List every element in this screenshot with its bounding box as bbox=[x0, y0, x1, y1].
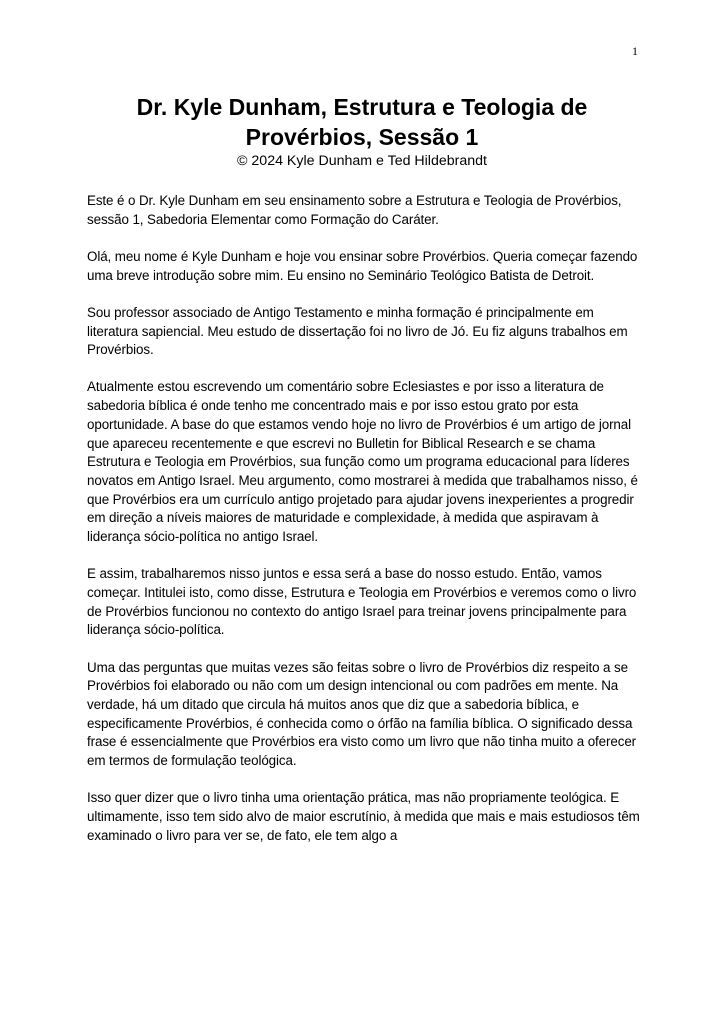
paragraph: Sou professor associado de Antigo Testamento e minha formação é principalmente em literatura sapiencial. Meu estudo de dissertação foi no livro de Jó. Eu fiz alguns trabalhos em Provérbios. bbox=[87, 304, 628, 358]
document-title bbox=[60, 92, 664, 152]
paragraph: E assim, trabalharemos nisso juntos e essa será a base do nosso estudo. Então, vamos começar. Intitulei isto, como disse, Estrutura e Teologia em Provérbios e veremos como o livro de Provérbios funcionou no contexto do antigo Israel para treinar jovens principalmente para liderança sócio-política. bbox=[87, 566, 637, 638]
copyright-line: © 2024 Kyle Dunham e Ted Hildebrandt bbox=[237, 153, 487, 169]
page-number: 1 bbox=[632, 44, 638, 58]
paragraph: Olá, meu nome é Kyle Dunham e hoje vou ensinar sobre Provérbios. Queria começar fazendo uma breve introdução sobre mim. Eu ensino no Seminário Teológico Batista de Detroit. bbox=[87, 248, 638, 283]
paragraph: Este é o Dr. Kyle Dunham em seu ensinamento sobre a Estrutura e Teologia de Provérbios, sessão 1, Sabedoria Elementar como Formação do Caráter. bbox=[87, 193, 622, 227]
title-line-2: Provérbios, Sessão 1 bbox=[245, 124, 479, 150]
paragraph: Uma das perguntas que muitas vezes são feitas sobre o livro de Provérbios diz respeito a se Provérbios foi elaborado ou não com um design intencional ou com padrões em mente. Na verdade, há um ditado que circula há muitos anos que diz que a sabedoria bíblica, e especificamente Provérbios, é conhecida como o órfão na família bíblica. O significado dessa frase é essencialmente que Provérbios era visto como um livro que não tinha muito a oferecer em termos de formulação teológica. bbox=[87, 659, 637, 769]
paragraph: Atualmente estou escrevendo um comentário sobre Eclesiastes e por isso a literatura de sabedoria bíblica é onde tenho me concentrado mais e por isso estou grato por esta oportunidade. A base do que estamos vendo hoje no livro de Provérbios é um artigo de jornal que apareceu recentemente e que escrevi no Bulletin for Biblical Research e se chama Estrutura e Teologia em Provérbios, sua função como um programa educacional para líderes novatos em Antigo Israel. Meu argumento, como mostrarei à medida que trabalhamos nisso, é que Provérbios era um currículo antigo projetado para ajudar jovens inexperientes a progredir em direção a níveis maiores de maturidade e complexidade, à medida que aspiravam à liderança sócio-política no antigo Israel. bbox=[87, 379, 638, 545]
title-line-1: Dr. Kyle Dunham, Estrutura e Teologia de bbox=[136, 94, 588, 120]
paragraph: Isso quer dizer que o livro tinha uma orientação prática, mas não propriamente teológica. E ultimamente, isso tem sido alvo de maior escrutínio, à medida que mais e mais estudiosos têm examinado o livro para ver se, de fato, ele tem algo a bbox=[87, 790, 640, 843]
document-body bbox=[87, 192, 643, 864]
